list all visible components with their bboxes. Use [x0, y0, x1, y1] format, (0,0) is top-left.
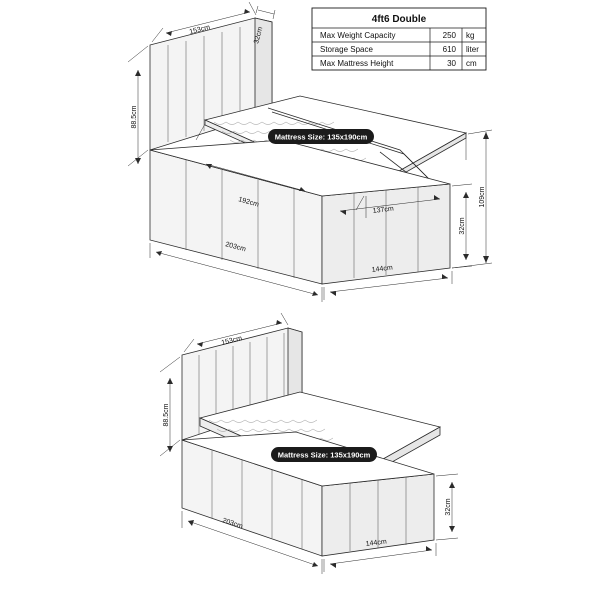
label-base-width-bottom: 144cm: [365, 538, 388, 548]
label-headboard-height-bottom: 88.5cm: [163, 403, 170, 427]
bottom-view-group: [160, 313, 458, 574]
mattress-size-pill-bottom: [271, 447, 377, 462]
label-headboard-width-bottom: 153cm: [220, 335, 243, 347]
label-base-height-bottom: 32cm: [445, 498, 452, 516]
label-base-width-top: 144cm: [371, 264, 394, 274]
spec-row-2-unit: cm: [466, 59, 477, 68]
label-headboard-width-top: 153cm: [188, 24, 211, 36]
dim-top-base-height: [452, 184, 472, 268]
spec-row-0-unit: kg: [466, 31, 475, 40]
dim-bottom-base-height: [436, 474, 458, 540]
spec-row-0-value: 250: [442, 31, 456, 40]
label-mattress-width-top: 137cm: [372, 205, 395, 215]
label-base-length-top: 203cm: [224, 241, 247, 254]
spec-table: [312, 8, 486, 70]
mattress-size-label-bottom: Mattress Size: 135x190cm: [277, 450, 371, 460]
dim-top-total-height: [452, 130, 492, 268]
spec-table-title: 4ft6 Double: [371, 14, 427, 25]
spec-row-2-label: Max Mattress Height: [320, 59, 394, 68]
label-base-height-top: 32cm: [459, 217, 466, 235]
spec-row-0-label: Max Weight Capacity: [320, 31, 396, 40]
dim-top-headboard-height: [128, 46, 148, 166]
spec-row-1-unit: liter: [466, 45, 479, 54]
label-mattress-length-top: 192cm: [237, 196, 260, 209]
mattress-size-pill-top: [268, 129, 374, 144]
label-headboard-thickness-top: 32cm: [253, 26, 265, 45]
spec-row-1-value: 610: [442, 45, 456, 54]
label-headboard-height-top: 88.5cm: [131, 105, 138, 129]
spec-row-1-label: Storage Space: [320, 45, 373, 54]
spec-row-2-value: 30: [447, 59, 456, 68]
mattress-size-label-top: Mattress Size: 135x190cm: [274, 132, 368, 142]
label-total-height-top: 109cm: [479, 186, 486, 208]
label-base-length-bottom: 203cm: [221, 517, 244, 531]
dim-bottom-headboard-height: [160, 357, 180, 456]
